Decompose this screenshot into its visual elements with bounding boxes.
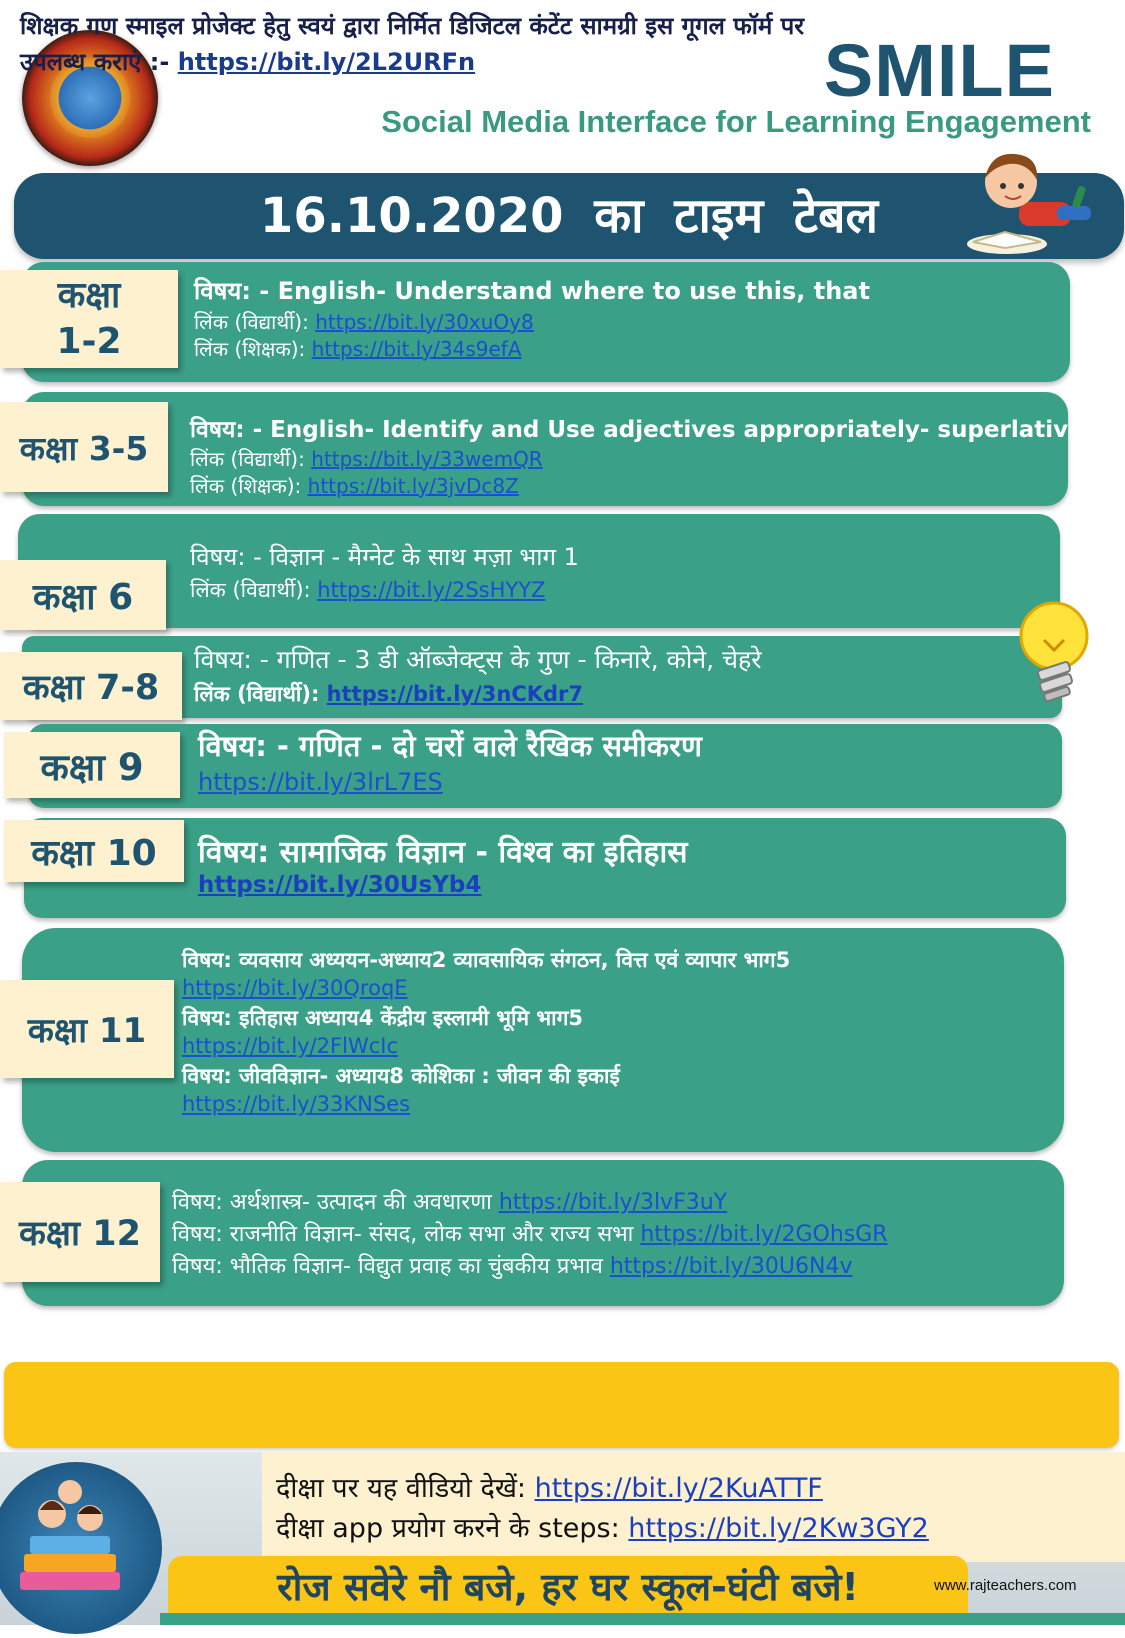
notice-line-2 (20, 44, 1110, 80)
class-3-5-teacher-link-row (190, 472, 519, 499)
class-10-link-row (198, 872, 481, 898)
date-banner (14, 173, 1124, 259)
class-1-2-subject: विषय: - English- Understand where to use this, that (194, 277, 870, 305)
notice-text (20, 8, 1110, 80)
student-link[interactable]: https://bit.ly/30xuOy8 (315, 310, 534, 334)
class-11-subject-1: विषय: व्यवसाय अध्ययन-अध्याय2 व्यावसायिक संगठन, वित्त एवं व्यापार भाग5 (182, 948, 791, 972)
class-9-subject: विषय: - गणित - दो चरों वाले रैखिक समीकरण (198, 729, 702, 763)
class-10-link[interactable]: https://bit.ly/30UsYb4 (198, 872, 482, 898)
notice-line-1: शिक्षक गण स्माइल प्रोजेक्ट हेतु स्वयं द्वारा निर्मित डिजिटल कंटेंट सामग्री इस गूगल फॉर्म पर (20, 12, 805, 40)
class-12-link-3[interactable]: https://bit.ly/30U6N4v (609, 1254, 853, 1279)
notice-form-link[interactable]: https://bit.ly/2L2URFn (177, 48, 476, 76)
class-6-label: कक्षा 6 (0, 560, 166, 630)
page-subtitle: Social Media Interface for Learning Engagement (381, 104, 1091, 139)
teacher-link[interactable]: https://bit.ly/3jvDc8Z (307, 474, 519, 498)
student-link-label: लिंक (विद्यार्थी): (190, 578, 311, 602)
class-7-8-label: कक्षा 7-8 (0, 652, 182, 720)
reading-boy-illustration (965, 148, 1095, 260)
teacher-link[interactable]: https://bit.ly/34s9efA (311, 337, 522, 361)
class-11-label: कक्षा 11 (0, 980, 174, 1078)
diksha-steps-label: दीक्षा app प्रयोग करने के steps: (276, 1513, 620, 1544)
student-link[interactable]: https://bit.ly/3nCKdr7 (326, 682, 584, 706)
class-12-row-2 (172, 1218, 888, 1248)
class-1-2-student-link-row (194, 308, 534, 335)
class-12-subject-3: विषय: भौतिक विज्ञान- विद्युत प्रवाह का चुंबकीय प्रभाव (172, 1254, 603, 1279)
class-3-5-subject: विषय: - English- Identify and Use adjectives appropriately- superlatives (190, 417, 1098, 443)
class-11-link-2-row (182, 1034, 398, 1058)
class-10-subject: विषय: सामाजिक विज्ञान - विश्व का इतिहास (198, 835, 688, 870)
class-11-link-2[interactable]: https://bit.ly/2FlWcIc (182, 1034, 399, 1058)
class-12-row-1 (172, 1186, 727, 1216)
slogan-text: रोज सवेरे नौ बजे, हर घर स्कूल-घंटी बजे! (277, 1565, 859, 1609)
teacher-link-label: लिंक (शिक्षक): (190, 474, 302, 498)
kids-books-icon (0, 1462, 162, 1634)
diksha-video-row (276, 1468, 823, 1505)
class-7-8-student-link-row (194, 680, 583, 708)
diksha-video-link[interactable]: https://bit.ly/2KuATTF (534, 1473, 823, 1504)
class-label-number: 1-2 (56, 321, 122, 362)
kids-with-books-illustration (0, 1462, 162, 1634)
class-11-subject-2: विषय: इतिहास अध्याय4 केंद्रीय इस्लामी भूमि भाग5 (182, 1006, 584, 1030)
class-12-link-1[interactable]: https://bit.ly/3lvF3uY (498, 1190, 728, 1215)
class-9-label: कक्षा 9 (4, 732, 180, 798)
student-link-label: लिंक (विद्यार्थी): (194, 682, 320, 706)
notice-label: उपलब्ध कराएं :- (20, 48, 170, 76)
page-title: SMILE (823, 29, 1055, 112)
student-link-label: लिंक (विद्यार्थी): (190, 447, 305, 471)
teacher-link-label: लिंक (शिक्षक): (194, 337, 306, 361)
class-6-student-link-row (190, 576, 545, 604)
website-url: www.rajteachers.com (934, 1577, 1077, 1594)
class-11-subject-3: विषय: जीवविज्ञान- अध्याय8 कोशिका : जीवन की इकाई (182, 1064, 620, 1088)
class-3-5-student-link-row (190, 445, 543, 472)
student-link-label: लिंक (विद्यार्थी): (194, 310, 309, 334)
diksha-video-label: दीक्षा पर यह वीडियो देखें: (276, 1473, 527, 1504)
class-12-link-2[interactable]: https://bit.ly/2GOhsGR (640, 1222, 888, 1247)
class-3-5-panel (22, 392, 1068, 506)
class-12-row-3 (172, 1250, 852, 1280)
class-11-link-3[interactable]: https://bit.ly/33KNSes (182, 1092, 411, 1116)
lightbulb-icon (1014, 598, 1094, 710)
class-1-2-teacher-link-row (194, 335, 522, 362)
class-label-word: कक्षा (57, 275, 121, 316)
class-9-link-row (198, 768, 443, 796)
class-1-2-label (0, 270, 178, 368)
class-11-link-3-row (182, 1092, 410, 1116)
diksha-steps-link[interactable]: https://bit.ly/2Kw3GY2 (628, 1513, 929, 1544)
class-12-subject-2: विषय: राजनीति विज्ञान- संसद, लोक सभा और राज्य सभा (172, 1222, 634, 1247)
student-link[interactable]: https://bit.ly/33wemQR (311, 447, 543, 471)
student-link[interactable]: https://bit.ly/2SsHYYZ (317, 578, 546, 602)
class-3-5-label: कक्षा 3-5 (0, 402, 168, 492)
banner-title: 16.10.2020 का टाइम टेबल (259, 188, 879, 244)
class-10-label: कक्षा 10 (4, 820, 184, 882)
class-9-link[interactable]: https://bit.ly/3lrL7ES (198, 768, 443, 796)
footer-strip (160, 1613, 1125, 1625)
class-12-subject-1: विषय: अर्थशास्त्र- उत्पादन की अवधारणा (172, 1190, 492, 1215)
class-11-link-1[interactable]: https://bit.ly/30QroqE (182, 976, 408, 1000)
teacher-notice (4, 1362, 1119, 1448)
class-7-8-subject: विषय: - गणित - 3 डी ऑब्जेक्ट्स के गुण - किनारे, कोने, चेहरे (194, 645, 762, 674)
class-11-link-1-row (182, 976, 408, 1000)
class-6-subject: विषय: - विज्ञान - मैग्नेट के साथ मज़ा भाग 1 (190, 543, 579, 571)
class-12-label: कक्षा 12 (0, 1182, 160, 1282)
diksha-steps-row (276, 1508, 929, 1545)
